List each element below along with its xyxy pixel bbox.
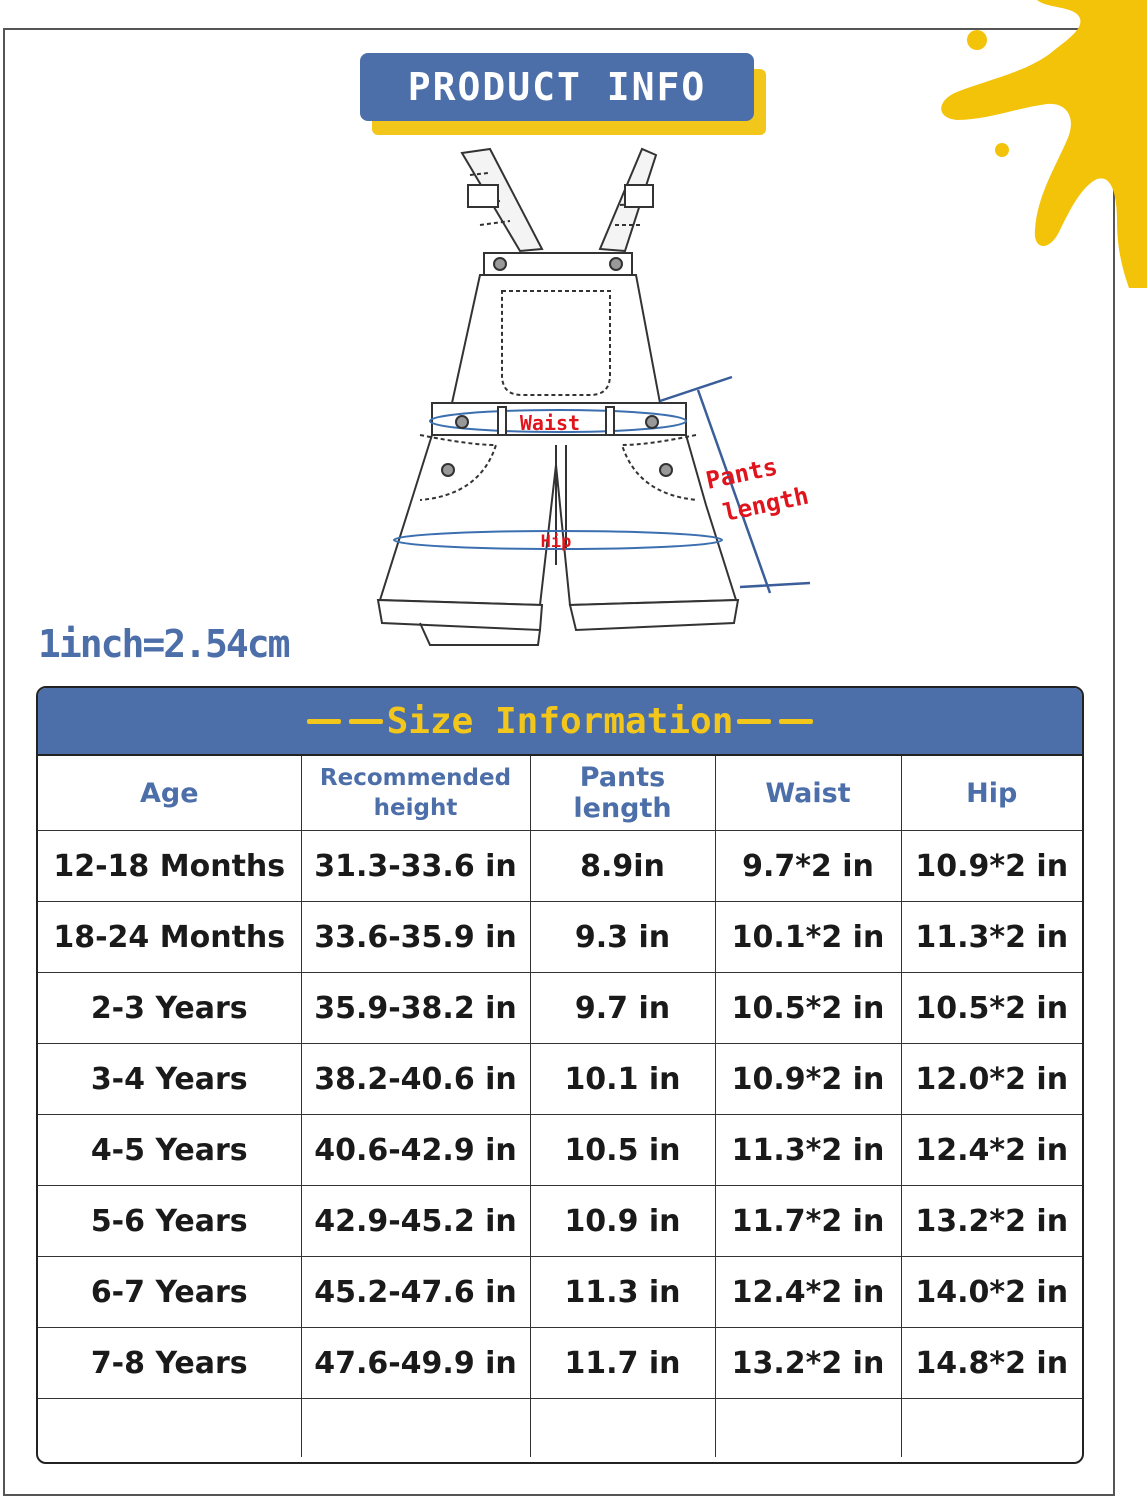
cell-age: 5-6 Years: [38, 1186, 301, 1257]
cell-age: 3-4 Years: [38, 1044, 301, 1115]
cell-age: 2-3 Years: [38, 973, 301, 1044]
cell-waist: 10.1*2 in: [715, 902, 901, 973]
table-row: [38, 973, 1082, 1044]
cell-empty: [715, 1399, 901, 1458]
cell-waist: 10.5*2 in: [715, 973, 901, 1044]
cell-hip: 14.8*2 in: [901, 1328, 1082, 1399]
hip-label: Hip: [540, 532, 572, 552]
cell-height: 31.3-33.6 in: [301, 831, 530, 902]
cell-height: 45.2-47.6 in: [301, 1257, 530, 1328]
cell-empty: [901, 1399, 1082, 1458]
table-row: [38, 1115, 1082, 1186]
size-table-title: Size Information: [386, 700, 734, 742]
size-table-banner: [38, 688, 1082, 756]
cell-height: 47.6-49.9 in: [301, 1328, 530, 1399]
table-row: [38, 902, 1082, 973]
cell-hip: 11.3*2 in: [901, 902, 1082, 973]
cell-hip: 12.0*2 in: [901, 1044, 1082, 1115]
table-header-row: [38, 756, 1082, 831]
cell-age: 6-7 Years: [38, 1257, 301, 1328]
cell-height: 38.2-40.6 in: [301, 1044, 530, 1115]
cell-length: 9.3 in: [530, 902, 715, 973]
table-row: [38, 1186, 1082, 1257]
cell-length: 10.5 in: [530, 1115, 715, 1186]
cell-age: 4-5 Years: [38, 1115, 301, 1186]
cell-length: 8.9in: [530, 831, 715, 902]
waist-label: Waist: [519, 411, 581, 435]
cell-height: 42.9-45.2 in: [301, 1186, 530, 1257]
cell-hip: 10.9*2 in: [901, 831, 1082, 902]
cell-waist: 9.7*2 in: [715, 831, 901, 902]
header-height-line1: Recommended: [319, 765, 512, 791]
cell-waist: 11.7*2 in: [715, 1186, 901, 1257]
cell-age: 18-24 Months: [38, 902, 301, 973]
cell-hip: 12.4*2 in: [901, 1115, 1082, 1186]
header-hip: Hip: [901, 756, 1082, 831]
product-info-title: [360, 53, 770, 139]
cell-hip: 10.5*2 in: [901, 973, 1082, 1044]
cell-length: 9.7 in: [530, 973, 715, 1044]
cell-height: 40.6-42.9 in: [301, 1115, 530, 1186]
cell-empty: [530, 1399, 715, 1458]
pants-length-label-line1: Pants: [703, 452, 780, 495]
paint-splash-icon: [917, 0, 1147, 290]
header-waist: Waist: [715, 756, 901, 831]
banner-dash: [349, 719, 383, 724]
header-height-line2: height: [373, 795, 458, 821]
cell-age: 12-18 Months: [38, 831, 301, 902]
cell-empty: [38, 1399, 301, 1458]
cell-waist: 12.4*2 in: [715, 1257, 901, 1328]
cell-length: 10.9 in: [530, 1186, 715, 1257]
title-label: PRODUCT INFO: [360, 53, 754, 121]
cell-waist: 11.3*2 in: [715, 1115, 901, 1186]
banner-dash: [779, 719, 813, 724]
table-row: [38, 831, 1082, 902]
banner-dash: [737, 719, 771, 724]
cell-waist: 13.2*2 in: [715, 1328, 901, 1399]
pants-length-label-line2: length: [720, 481, 812, 528]
cell-length: 10.1 in: [530, 1044, 715, 1115]
header-age: Age: [38, 756, 301, 831]
table-row: [38, 1257, 1082, 1328]
table-row: [38, 1044, 1082, 1115]
cell-length: 11.3 in: [530, 1257, 715, 1328]
cell-length: 11.7 in: [530, 1328, 715, 1399]
header-length-line2: length: [573, 793, 672, 824]
header-pants-length: [530, 756, 715, 831]
cell-waist: 10.9*2 in: [715, 1044, 901, 1115]
cell-height: 33.6-35.9 in: [301, 902, 530, 973]
cell-height: 35.9-38.2 in: [301, 973, 530, 1044]
unit-conversion-note: 1inch=2.54cm: [38, 622, 289, 666]
size-table: [36, 686, 1084, 1464]
size-grid: [38, 756, 1082, 1457]
cell-empty: [301, 1399, 530, 1458]
cell-hip: 13.2*2 in: [901, 1186, 1082, 1257]
cell-age: 7-8 Years: [38, 1328, 301, 1399]
overall-shorts-diagram: [370, 145, 820, 660]
cell-hip: 14.0*2 in: [901, 1257, 1082, 1328]
banner-dash: [307, 719, 341, 724]
header-recommended-height: [301, 756, 530, 831]
table-row: [38, 1328, 1082, 1399]
table-row-empty: [38, 1399, 1082, 1458]
header-length-line1: Pants: [579, 762, 666, 793]
